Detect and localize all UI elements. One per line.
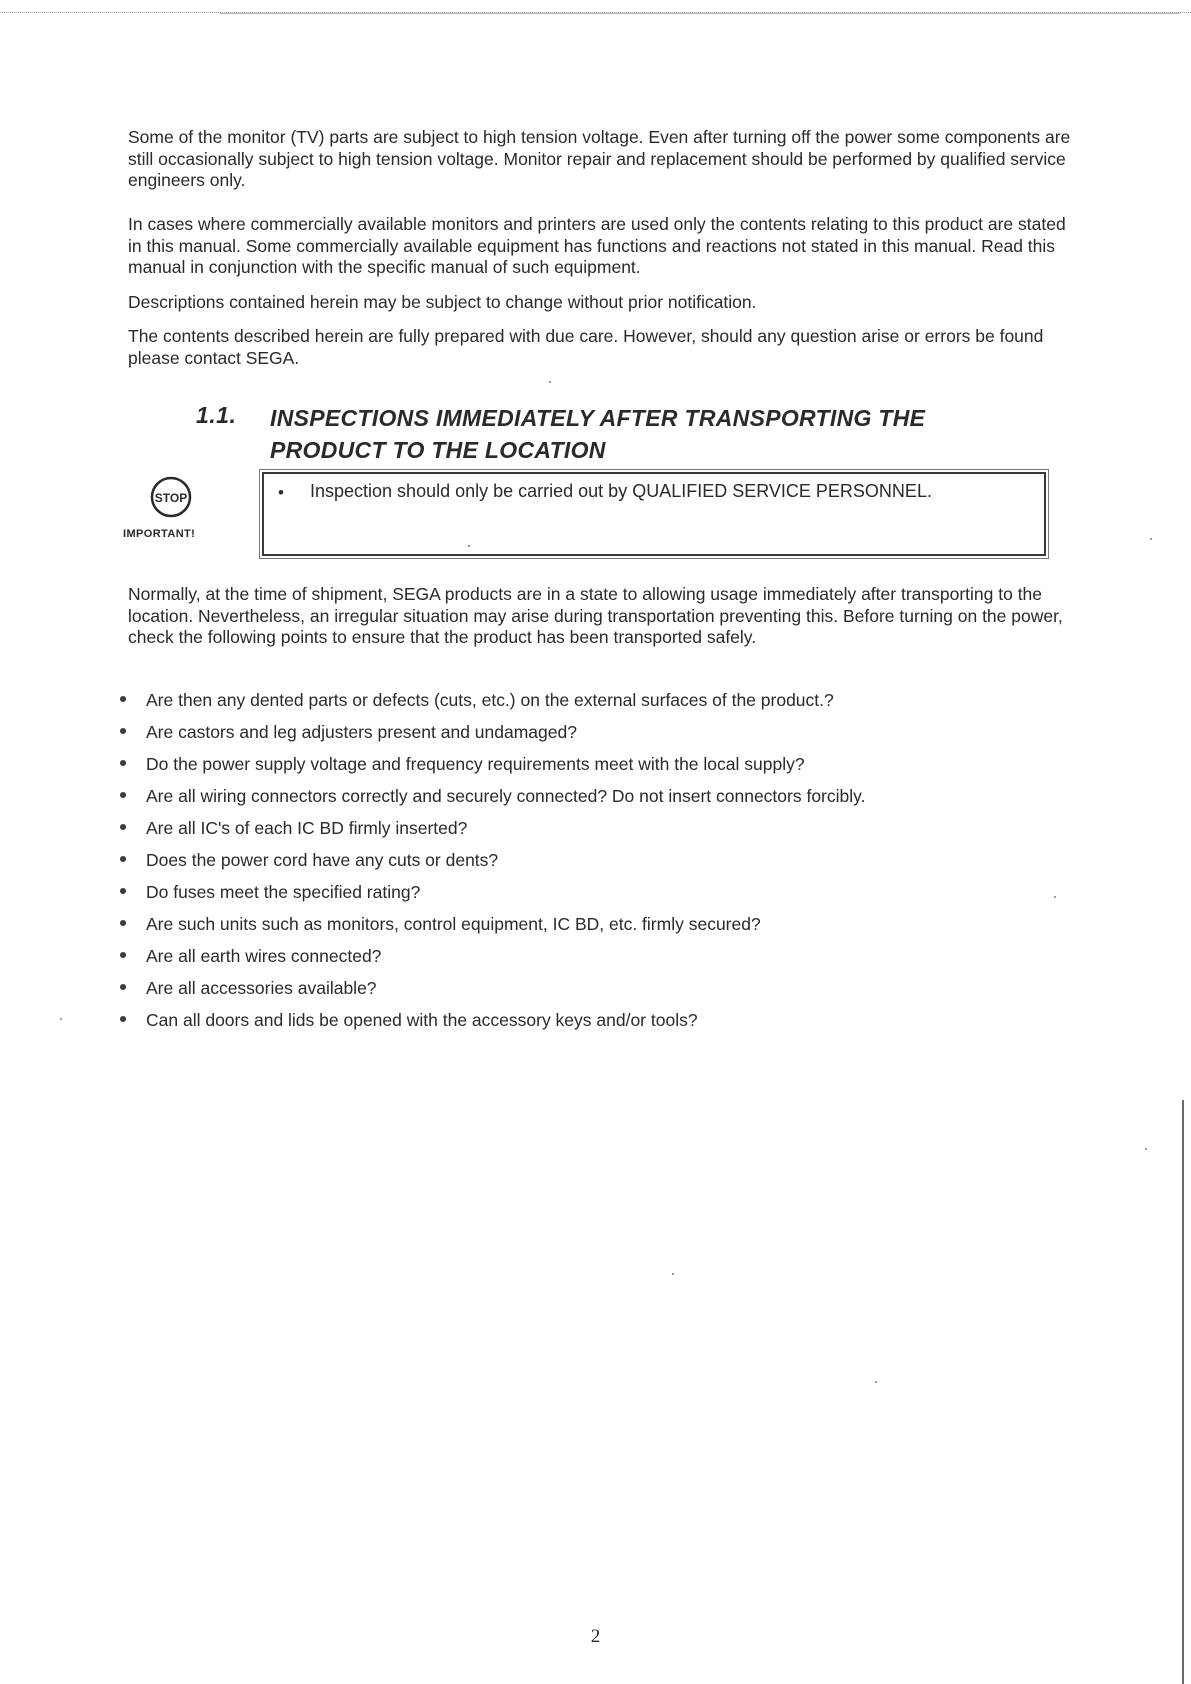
list-item: Are all accessories available? bbox=[118, 972, 1068, 1004]
bullet-icon bbox=[120, 728, 126, 734]
page-number: 2 bbox=[590, 1626, 601, 1647]
intro-paragraph-1: Some of the monitor (TV) parts are subject to high tension voltage. Even after turning off the power some components are still occasionally subject to high tension voltage. Monitor repair and replacement should be performed by qualified service engineers only. bbox=[128, 127, 1071, 190]
bullet-icon bbox=[120, 696, 126, 702]
scan-speck bbox=[875, 1381, 877, 1383]
scan-speck bbox=[468, 545, 470, 547]
bullet-icon bbox=[120, 952, 126, 958]
important-label: IMPORTANT! bbox=[123, 528, 196, 540]
important-notice-box bbox=[262, 472, 1046, 556]
intro-paragraph-2: In cases where commercially available monitors and printers are used only the contents relating to this product are stated in this manual. Some commercially available equipment has functions and reactions not stated in this manual. Read this manual in conjunction with the specific manual of such equipment. bbox=[128, 214, 1066, 277]
section-title: INSPECTIONS IMMEDIATELY AFTER TRANSPORTING THE PRODUCT TO THE LOCATION bbox=[270, 405, 926, 463]
scan-speck bbox=[60, 1018, 62, 1020]
body-paragraph: Normally, at the time of shipment, SEGA products are in a state to allowing usage immediately after transporting to the location. Nevertheless, an irregular situation may arise during transportation preventing this. Before turning on the power, check the following points to ensure that the product has been transported safely. bbox=[128, 584, 1063, 647]
list-item: Does the power cord have any cuts or dents? bbox=[118, 844, 1068, 876]
list-item: Are such units such as monitors, control equipment, IC BD, etc. firmly secured? bbox=[118, 908, 1068, 940]
bullet-icon bbox=[120, 760, 126, 766]
bullet-icon bbox=[120, 984, 126, 990]
bullet-icon: • bbox=[278, 483, 284, 502]
scan-speck bbox=[549, 381, 551, 383]
list-item: Do the power supply voltage and frequency requirements meet with the local supply? bbox=[118, 748, 1068, 780]
list-item: Are all IC's of each IC BD firmly inserted? bbox=[118, 812, 1068, 844]
bullet-icon bbox=[120, 888, 126, 894]
scan-speck bbox=[1150, 538, 1152, 540]
bullet-icon bbox=[120, 792, 126, 798]
bullet-icon bbox=[120, 1016, 126, 1022]
scan-edge-line bbox=[220, 13, 1180, 14]
intro-paragraph-4: The contents described herein are fully prepared with due care. However, should any question arise or errors be found please contact SEGA. bbox=[128, 326, 1044, 368]
scan-speck bbox=[1054, 896, 1056, 898]
inspection-checklist bbox=[118, 684, 1068, 1036]
section-number: 1.1. bbox=[196, 402, 237, 428]
stop-icon bbox=[149, 475, 193, 519]
scan-speck bbox=[672, 1273, 674, 1275]
list-item: Do fuses meet the specified rating? bbox=[118, 876, 1068, 908]
intro-paragraph-3: Descriptions contained herein may be subject to change without prior notification. bbox=[128, 292, 757, 312]
stop-icon-text: STOP bbox=[154, 491, 188, 505]
scan-edge-right bbox=[1182, 1100, 1184, 1684]
important-notice-text: Inspection should only be carried out by QUALIFIED SERVICE PERSONNEL. bbox=[310, 481, 932, 501]
list-item: Can all doors and lids be opened with the accessory keys and/or tools? bbox=[118, 1004, 1068, 1036]
bullet-icon bbox=[120, 856, 126, 862]
scan-speck bbox=[1145, 1148, 1147, 1150]
list-item: Are all earth wires connected? bbox=[118, 940, 1068, 972]
bullet-icon bbox=[120, 920, 126, 926]
bullet-icon bbox=[120, 824, 126, 830]
list-item: Are then any dented parts or defects (cuts, etc.) on the external surfaces of the product.? bbox=[118, 684, 1068, 716]
list-item: Are castors and leg adjusters present and undamaged? bbox=[118, 716, 1068, 748]
list-item: Are all wiring connectors correctly and securely connected? Do not insert connectors forcibly. bbox=[118, 780, 1068, 812]
